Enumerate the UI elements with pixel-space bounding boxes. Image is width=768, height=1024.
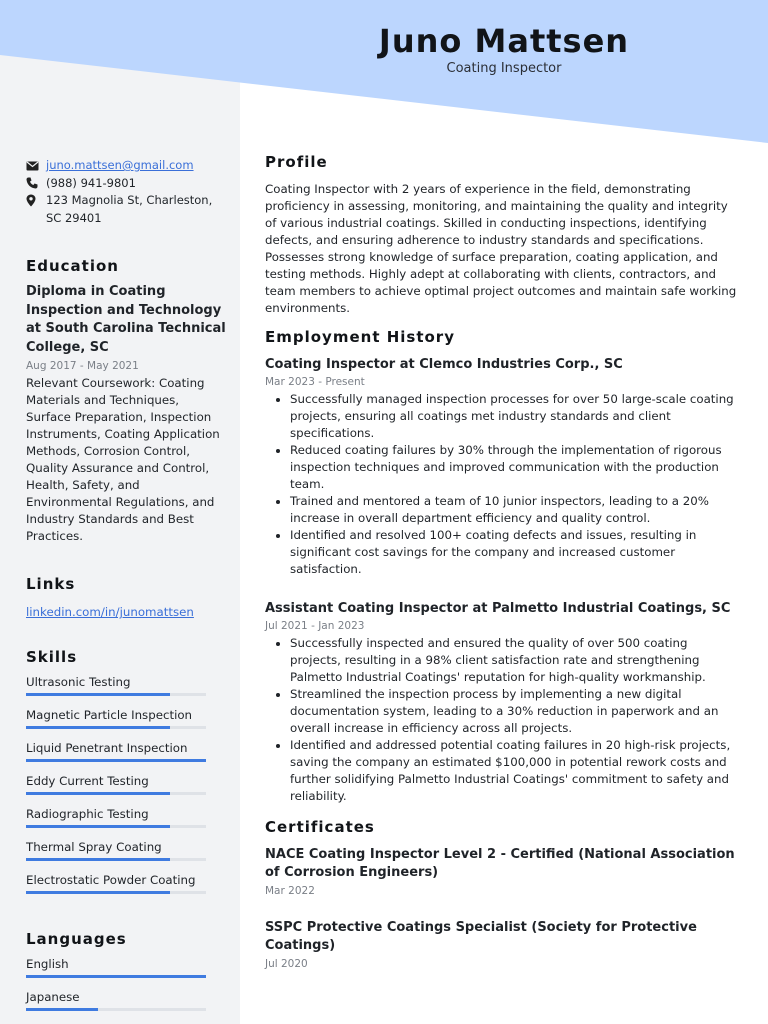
candidate-title: Coating Inspector (446, 61, 562, 76)
skill-item (26, 839, 226, 872)
job-bullet: • Identified and resolved 100+ coating defects and issues, resulting in significant cost savings for the company and increased customer satisfaction. (290, 527, 737, 578)
certificate-date: Jul 2020 (265, 958, 308, 970)
language-item (26, 956, 226, 989)
links-heading: Links (26, 575, 76, 593)
job-bullet: • Trained and mentored a team of 10 junior inspectors, leading to a 20% increase in overall department efficiency and quality control. (290, 493, 737, 527)
skills-heading: Skills (26, 648, 78, 666)
education-heading: Education (26, 257, 119, 275)
skill-item (26, 872, 226, 905)
phone-number: (988) 941-9801 (46, 175, 136, 190)
job-bullets (265, 391, 737, 578)
candidate-name: Juno Mattsen (378, 22, 630, 60)
skill-item-name: Magnetic Particle Inspection (26, 708, 193, 722)
certificate-title: NACE Coating Inspector Level 2 - Certified (National Association of Corrosion Engineers) (265, 847, 735, 880)
education-section (26, 257, 226, 545)
profile-heading: Profile (265, 153, 328, 171)
job-bullet: • Reduced coating failures by 30% through the implementation of rigorous inspection techniques and improved communication with the production team. (290, 442, 737, 493)
skill-item-level-bar (26, 792, 206, 795)
language-item-level-fill (26, 975, 206, 978)
skill-item-name: Thermal Spray Coating (26, 840, 162, 854)
certificates-heading: Certificates (265, 818, 375, 836)
education-dates: Aug 2017 - May 2021 (26, 360, 139, 372)
contact-block (26, 157, 231, 227)
email-icon (26, 157, 46, 174)
skill-item-level-fill (26, 792, 170, 795)
language-item-level-bar (26, 1008, 206, 1011)
languages-heading: Languages (26, 930, 127, 948)
skills-section (26, 648, 226, 905)
employment-heading: Employment History (265, 328, 455, 346)
skills-list (26, 674, 226, 905)
skill-item-level-bar (26, 693, 206, 696)
language-item (26, 989, 226, 1022)
skill-item-level-bar (26, 825, 206, 828)
location-pin-icon (26, 192, 46, 209)
education-description: Relevant Coursework: Coating Materials and Techniques, Surface Preparation, Inspection Instruments, Coating Application Methods, Corrosion Control, Quality Assurance and Control, Health, Safety, and Environmental Regulations, and Industry Standards and Best Practices. (26, 376, 220, 543)
address-text: 123 Magnolia St, Charleston, SC 29401 (46, 193, 213, 225)
certificates-section (265, 818, 737, 973)
job-bullet: • Streamlined the inspection process by implementing a new digital documentation system, leading to a 30% reduction in paperwork and an overall increase in efficiency across all projects. (290, 686, 737, 737)
skill-item-level-bar (26, 858, 206, 861)
skill-item-level-bar (26, 726, 206, 729)
skill-item (26, 806, 226, 839)
job-bullets (265, 635, 737, 805)
education-degree: Diploma in Coating Inspection and Technology at South Carolina Technical College, SC (26, 284, 226, 355)
certificate-date: Mar 2022 (265, 885, 315, 897)
employment-section (265, 328, 737, 805)
job-dates: Jul 2021 - Jan 2023 (265, 620, 365, 632)
linkedin-link[interactable]: linkedin.com/in/junomattsen (26, 605, 194, 619)
links-section (26, 575, 226, 620)
language-item-level-bar (26, 975, 206, 978)
skill-item-name: Radiographic Testing (26, 807, 149, 821)
job-title: Coating Inspector at Clemco Industries Corp., SC (265, 357, 623, 372)
languages-section (26, 930, 226, 1022)
languages-list (26, 956, 226, 1022)
skill-item-name: Ultrasonic Testing (26, 675, 131, 689)
language-item-name: Japanese (26, 990, 80, 1004)
contact-phone-row (26, 175, 231, 193)
profile-text: Coating Inspector with 2 years of experience in the field, demonstrating proficiency in assessing, monitoring, and maintaining the quality and integrity of various industrial coatings. Skilled in conducting inspections, identifying defects, and ensuring adherence to industry standards and specifications. Possesses strong knowledge of surface preparation, coating application, and testing methods. Highly adept at collaborating with clients, contractors, and team members to achieve optimal project outcomes and maintain safe working environments. (265, 182, 737, 315)
skill-item-level-fill (26, 891, 170, 894)
certificate-entry (265, 919, 737, 970)
skill-item-level-bar (26, 759, 206, 762)
certificate-entry (265, 846, 737, 897)
email-link[interactable]: juno.mattsen@gmail.com (46, 158, 194, 172)
skill-item (26, 674, 226, 707)
contact-email-row (26, 157, 231, 175)
skill-item-name: Eddy Current Testing (26, 774, 149, 788)
skill-item-level-fill (26, 825, 170, 828)
job-dates: Mar 2023 - Present (265, 376, 365, 388)
skill-item (26, 707, 226, 740)
skill-item-level-fill (26, 726, 170, 729)
skill-item (26, 740, 226, 773)
job-bullet: • Successfully inspected and ensured the quality of over 500 coating projects, resulting in a 98% client satisfaction rate and strengthening Palmetto Industrial Coatings' reputation for high-quality workmanship. (290, 635, 737, 686)
language-item-name: English (26, 957, 69, 971)
skill-item-level-fill (26, 693, 170, 696)
skill-item-level-bar (26, 891, 206, 894)
job-entry (265, 600, 737, 805)
skill-item-name: Electrostatic Powder Coating (26, 873, 196, 887)
job-bullet: • Identified and addressed potential coating failures in 20 high-risk projects, saving the company an estimated $100,000 in potential rework costs and further solidifying Palmetto Industrial Coatings' commitment to safety and reliability. (290, 737, 737, 805)
job-bullet: • Successfully managed inspection processes for over 50 large-scale coating projects, ensuring all coatings met industry standards and client specifications. (290, 391, 737, 442)
contact-address-row (26, 192, 231, 227)
job-entry (265, 356, 737, 578)
profile-section (265, 153, 737, 317)
skill-item-name: Liquid Penetrant Inspection (26, 741, 188, 755)
skill-item (26, 773, 226, 806)
job-title: Assistant Coating Inspector at Palmetto Industrial Coatings, SC (265, 601, 731, 616)
skill-item-level-fill (26, 858, 170, 861)
language-item-level-fill (26, 1008, 98, 1011)
phone-icon (26, 175, 46, 192)
skill-item-level-fill (26, 759, 206, 762)
certificate-title: SSPC Protective Coatings Specialist (Society for Protective Coatings) (265, 920, 697, 953)
